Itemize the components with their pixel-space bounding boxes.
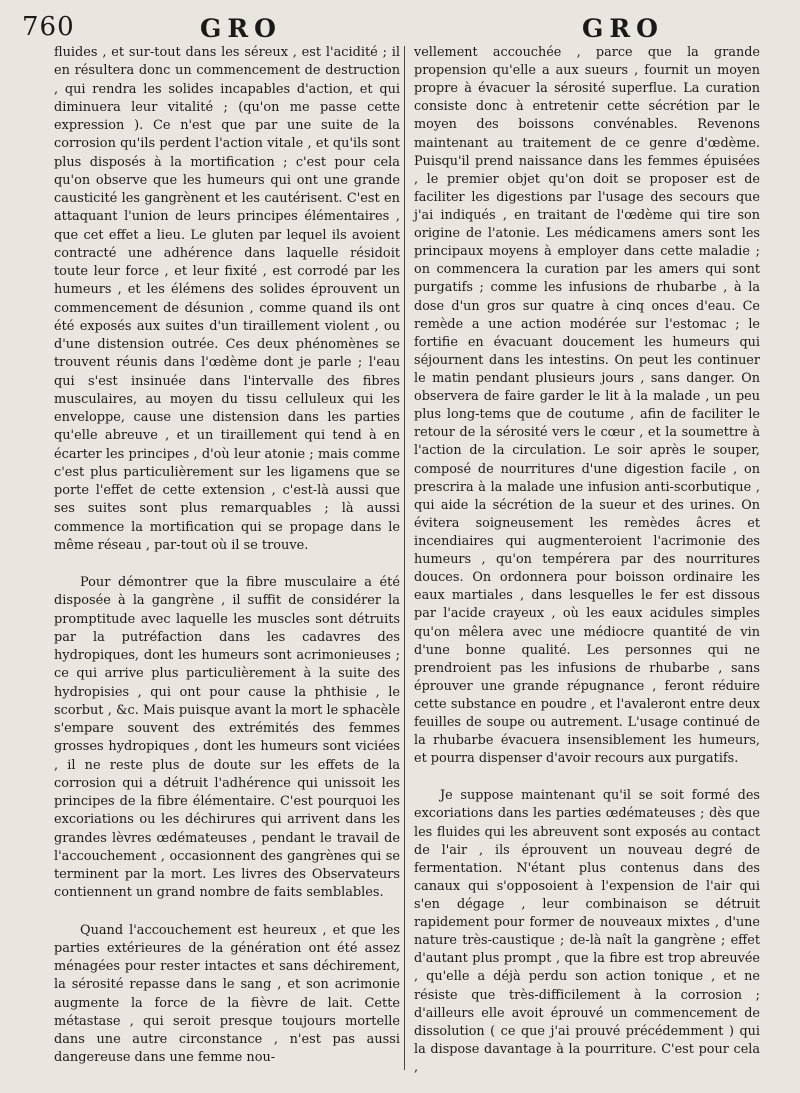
paragraph-right-2: Je suppose maintenant qu'il se soit formé des excoriations dans les parties œdémateuses ; dès que les fluides qui les abreuvent sont exposés au contact de l'air , ils éprouvent un nouveau degré de fermentation. N'étant plus contenus dans des canaux qui s'opposoient à l'expension de l'air qui s'en dégage , leur combinaison se détruit rapidement pour former de nouveaux mixtes , d'une nature très-caustique ; de-là naît la gangrène ; effet d'autant plus prompt , que la fibre est trop abreuvée , qu'elle a déjà perdu son action tonique , et ne résiste que très-difficilement à la corrosion ; d'ailleurs elle avoit éprouvé un commencement de dissolution ( ce que j'ai prouvé précédemment ) qui la dispose davantage à la pourriture. C'est pour cela , bbox=[414, 788, 760, 1076]
page-number: 760 bbox=[22, 12, 75, 42]
running-head-left: GRO bbox=[200, 14, 282, 43]
paragraph-left-2: Pour démontrer que la fibre musculaire a été disposée à la gangrène , il suffit de considérer la promptitude avec laquelle les muscles sont détruits par la putréfaction dans les cadavres des hydropiques, dont les humeurs sont acrimonieuses ; ce qui arrive plus particulièrement à la suite des hydropisies , qui ont pour cause la phthisie , le scorbut , &c. Mais puisque avant la mort le sphacèle s'empare souvent des extrémités des femmes grosses hydropiques , dont les humeurs sont viciées , il ne reste plus de doute sur les effets de la corrosion qui a détruit l'adhérence qui unissoit les principes de la fibre élémentaire. C'est pourquoi les excoriations ou les déchirures qui arrivent dans les grandes lèvres œdémateuses , pendant le travail de l'accouchement , occasionnent des gangrènes qui se terminent par la mort. Les livres des Observateurs contiennent un grand nombre de faits semblables. bbox=[54, 575, 400, 901]
paragraph-left-3: Quand l'accouchement est heureux , et que les parties extérieures de la génération ont été assez ménagées pour rester intactes et sans déchirement, la sérosité repasse dans le sang , et son acrimonie augmente la force de la fièvre de lait. Cette métastase , qui seroit presque toujours mortelle dans une autre circonstance , n'est pas aussi dangereuse dans une femme nou- bbox=[54, 922, 400, 1066]
running-head-right: GRO bbox=[582, 14, 664, 43]
paragraph-right-1: vellement accouchée , parce que la grande propension qu'elle a aux sueurs , fournit un moyen propre à évacuer la sérosité superflue. La curation consiste donc à entretenir cette sécrétion par le moyen des boissons convénables. Revenons maintenant au traitement de ce genre d'œdème. Puisqu'il prend naissance dans les femmes épuisées , le premier objet qu'on doit se proposer est de faciliter les digestions par l'usage des secours que j'ai indiqués , en traitant de l'œdème qui tire son origine de l'atonie. Les médicamens amers sont les principaux moyens à employer dans cette maladie ; on commencera la curation par les amers qui sont purgatifs ; comme les infusions de rhubarbe , à la dose d'un gros sur quatre à cinq onces d'eau. Ce remède a une action modérée sur l'estomac ; le fortifie en évacuant doucement les humeurs qui séjournent dans les intestins. On peut les continuer le matin pendant plusieurs jours , sans danger. On observera de faire garder le lit à la malade , un peu plus long-tems que de coutume , afin de faciliter le retour de la sérosité vers le cœur , et la soumettre à l'action de la circulation. Le soir après le souper, composé de nourritures d'une digestion facile , on prescrira à la malade une infusion anti-scorbutique , qui aide la sécrétion de la sueur et des urines. On évitera soigneusement les remèdes âcres et incendiaires qui augmenteroient l'acrimonie des humeurs , qu'on tempérera par des nourritures douces. On ordonnera pour boisson ordinaire les eaux martiales , dans lesquelles le fer est dissous par l'acide crayeux , où les eaux acidules simples qu'on mêlera avec une médiocre quantité de vin d'une bonne qualité. Les personnes qui ne prendroient pas les infusions de rhubarbe , sans éprouver une grande répugnance , feront réduire cette substance en poudre , et l'avaleront entre deux feuilles de soupe ou autrement. L'usage continué de la rhubarbe évacuera insensiblement les humeurs, et pourra dispenser d'avoir recours aux purgatifs. bbox=[414, 45, 760, 767]
paragraph-left-1: fluides , et sur-tout dans les séreux , est l'acidité ; il en résultera donc un commencement de destruction , qui rendra les solides incapables d'action, et qui diminuera leur vitalité ; (qu'on me passe cette expression ). Ce n'est que par une suite de la corrosion qu'ils perdent l'action vitale , et qu'ils sont plus disposés à la mortification ; c'est pour cela qu'on observe que les humeurs qui ont une grande causticité les gangrènent et les cautérisent. C'est en attaquant l'union de leurs principes élémentaires , que cet effet a lieu. Le gluten par lequel ils avoient contracté une adhérence dans laquelle résidoit toute leur force , et leur fixité , est corrodé par les humeurs , et les élémens des solides éprouvent un commencement de désunion , comme quand ils ont été exposés aux suites d'un tiraillement violent , ou d'une distension outrée. Ces deux phénomènes se trouvent réunis dans l'œdème dont je parle ; l'eau qui s'est insinuée dans l'intervalle des fibres musculaires, au moyen du tissu celluleux qui les enveloppe, cause une distension dans les parties qu'elle abreuve , et un tiraillement qui tend à en écarter les principes , d'où leur atonie ; mais comme c'est plus particulièrement sur les ligamens que se porte l'effet de cette extension , c'est-là aussi que ses suites sont plus remarquables ; là aussi commence la mortification qui se propage dans le même réseau , par-tout où il se trouve. bbox=[54, 45, 400, 553]
page-header bbox=[0, 8, 800, 42]
left-column bbox=[54, 44, 400, 1068]
column-divider bbox=[404, 46, 405, 1070]
right-column bbox=[414, 44, 760, 1077]
